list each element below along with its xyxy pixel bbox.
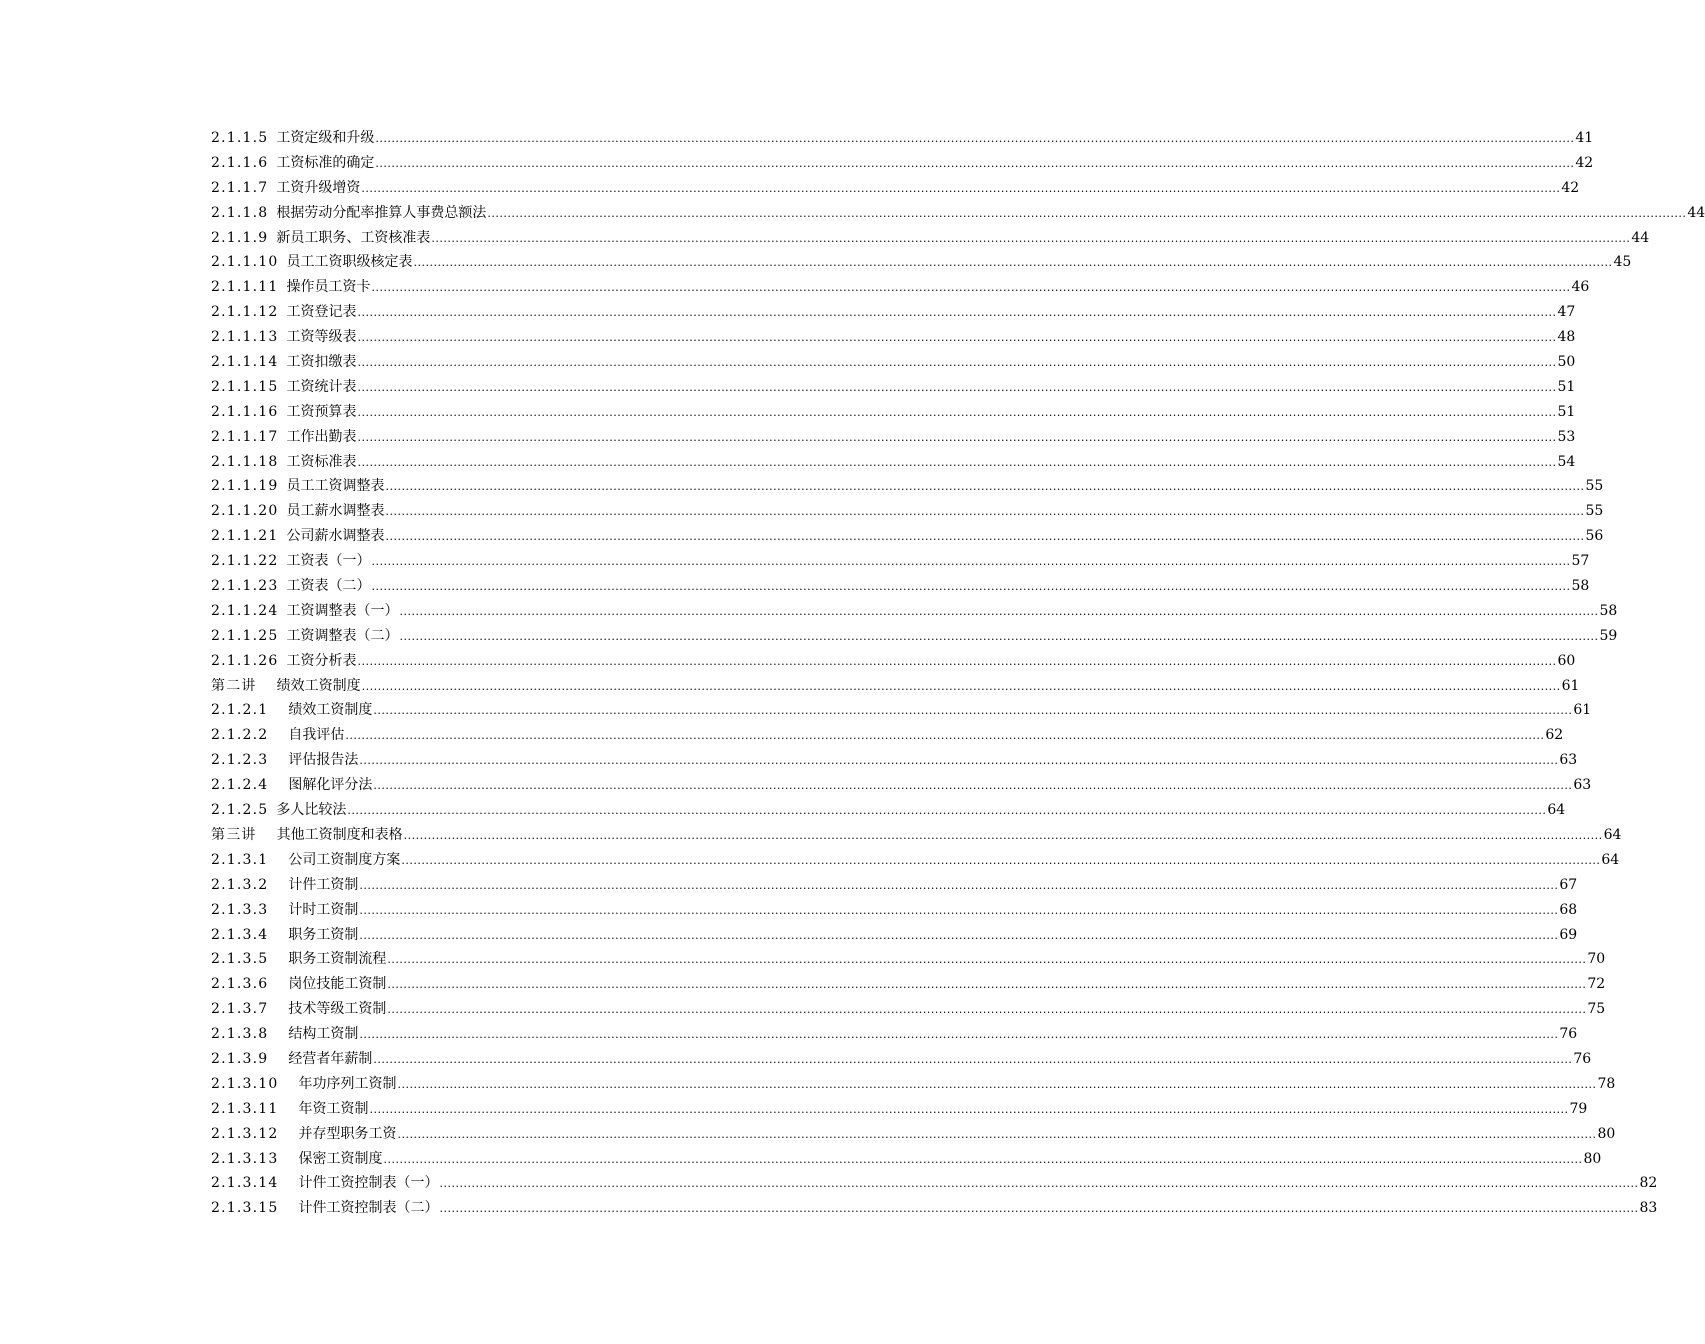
toc-leader-dots: ............................................................................................................................................................................................................................................................................................................ [359, 903, 1559, 917]
toc-entry-number: 2.1.3.6 [211, 976, 269, 993]
toc-entry-title: 评估报告法 [288, 752, 359, 769]
toc-entry-page: 56 [1585, 528, 1604, 545]
toc-entry[interactable] [211, 674, 1580, 699]
toc-leader-dots: ............................................................................................................................................................................................................................................................................................................ [387, 1003, 1587, 1017]
toc-leader-dots: ............................................................................................................................................................................................................................................................................................................ [373, 779, 1573, 793]
toc-entry-number: 2.1.1.24 [211, 602, 279, 619]
toc-entry[interactable] [211, 151, 1594, 176]
table-of-contents [211, 126, 1705, 1221]
toc-entry-number: 2.1.3.12 [211, 1125, 279, 1142]
toc-entry-number: 第二讲 [211, 677, 257, 694]
toc-entry[interactable] [211, 574, 1590, 599]
toc-entry[interactable] [211, 1196, 1658, 1221]
toc-entry-number: 2.1.3.4 [211, 926, 269, 943]
toc-entry-title: 员工工资职级核定表 [286, 254, 413, 271]
toc-entry-title: 工资登记表 [286, 304, 357, 321]
toc-entry-number: 2.1.3.13 [211, 1150, 279, 1167]
toc-entry-number: 2.1.1.22 [211, 553, 279, 570]
toc-entry-page: 69 [1559, 926, 1578, 943]
toc-entry-page: 42 [1561, 179, 1580, 196]
toc-leader-dots: ............................................................................................................................................................................................................................................................................................................ [359, 1028, 1559, 1042]
toc-entry[interactable] [211, 400, 1576, 425]
toc-entry-title: 公司薪水调整表 [286, 528, 385, 545]
toc-entry-page: 63 [1573, 777, 1592, 794]
toc-leader-dots: ............................................................................................................................................................................................................................................................................................................ [439, 1177, 1639, 1191]
toc-entry-number: 2.1.3.7 [211, 1001, 269, 1018]
toc-entry-title: 工作出勤表 [286, 428, 357, 445]
toc-leader-dots: ............................................................................................................................................................................................................................................................................................................ [375, 156, 1575, 170]
toc-entry[interactable] [211, 474, 1604, 499]
toc-entry-page: 51 [1557, 378, 1576, 395]
toc-entry-title: 工资调整表（二） [286, 627, 399, 644]
toc-entry-title: 技术等级工资制 [288, 1001, 387, 1018]
toc-leader-dots: ............................................................................................................................................................................................................................................................................................................ [373, 704, 1573, 718]
toc-entry[interactable] [211, 997, 1606, 1022]
toc-entry-number: 2.1.1.8 [211, 204, 269, 221]
toc-leader-dots: ............................................................................................................................................................................................................................................................................................................ [357, 380, 1557, 394]
toc-leader-dots: ............................................................................................................................................................................................................................................................................................................ [383, 1152, 1583, 1166]
toc-leader-dots: ............................................................................................................................................................................................................................................................................................................ [399, 629, 1599, 643]
toc-entry-number: 2.1.1.17 [211, 428, 279, 445]
toc-entry-number: 2.1.1.18 [211, 453, 279, 470]
toc-entry-number: 2.1.1.15 [211, 378, 279, 395]
toc-entry-number: 2.1.2.3 [211, 752, 269, 769]
toc-entry-page: 57 [1571, 553, 1590, 570]
toc-entry-title: 员工工资调整表 [286, 478, 385, 495]
toc-entry-number: 2.1.3.15 [211, 1200, 279, 1217]
toc-entry-page: 58 [1599, 602, 1618, 619]
toc-entry[interactable] [211, 425, 1576, 450]
toc-entry-page: 76 [1559, 1026, 1578, 1043]
toc-leader-dots: ............................................................................................................................................................................................................................................................................................................ [439, 1202, 1639, 1216]
toc-leader-dots: ............................................................................................................................................................................................................................................................................................................ [357, 654, 1557, 668]
toc-entry[interactable] [211, 250, 1632, 275]
toc-leader-dots: ............................................................................................................................................................................................................................................................................................................ [413, 256, 1613, 270]
toc-leader-dots: ............................................................................................................................................................................................................................................................................................................ [371, 555, 1571, 569]
toc-entry[interactable] [211, 1097, 1588, 1122]
toc-leader-dots: ............................................................................................................................................................................................................................................................................................................ [361, 679, 1561, 693]
toc-entry[interactable] [211, 599, 1618, 624]
toc-entry[interactable] [211, 524, 1604, 549]
toc-leader-dots: ............................................................................................................................................................................................................................................................................................................ [357, 455, 1557, 469]
toc-entry-page: 45 [1613, 254, 1632, 271]
toc-entry-page: 54 [1557, 453, 1576, 470]
toc-entry-page: 70 [1587, 951, 1606, 968]
toc-entry-number: 2.1.1.9 [211, 229, 269, 246]
toc-leader-dots: ............................................................................................................................................................................................................................................................................................................ [357, 306, 1557, 320]
toc-entry-page: 72 [1587, 976, 1606, 993]
toc-entry-number: 2.1.1.25 [211, 627, 279, 644]
toc-entry[interactable] [211, 176, 1580, 201]
toc-leader-dots: ............................................................................................................................................................................................................................................................................................................ [397, 1077, 1597, 1091]
toc-entry-number: 2.1.2.4 [211, 777, 269, 794]
toc-entry-number: 2.1.3.11 [211, 1100, 279, 1117]
toc-entry-number: 2.1.1.21 [211, 528, 279, 545]
toc-entry-page: 80 [1597, 1125, 1616, 1142]
toc-entry[interactable] [211, 499, 1604, 524]
toc-entry[interactable] [211, 848, 1620, 873]
toc-entry-number: 2.1.1.14 [211, 354, 279, 371]
toc-entry-title: 工资表（一） [286, 553, 371, 570]
toc-entry-title: 保密工资制度 [298, 1150, 383, 1167]
toc-entry-title: 工资定级和升级 [276, 130, 375, 146]
toc-entry[interactable] [211, 773, 1592, 798]
toc-entry-title: 并存型职务工资 [298, 1125, 397, 1142]
toc-entry-page: 82 [1639, 1175, 1658, 1192]
toc-entry-page: 51 [1557, 403, 1576, 420]
toc-leader-dots: ............................................................................................................................................................................................................................................................................................................ [357, 331, 1557, 345]
toc-entry-title: 职务工资制流程 [288, 951, 387, 968]
toc-entry-title: 工资预算表 [286, 403, 357, 420]
toc-entry[interactable] [211, 1022, 1578, 1047]
toc-entry[interactable] [211, 450, 1576, 475]
toc-entry-title: 员工薪水调整表 [286, 503, 385, 520]
toc-entry-number: 2.1.1.10 [211, 254, 279, 271]
toc-entry[interactable] [211, 923, 1578, 948]
toc-entry-page: 62 [1545, 727, 1564, 744]
toc-entry[interactable] [211, 300, 1576, 325]
toc-entry[interactable] [211, 972, 1606, 997]
toc-leader-dots: ............................................................................................................................................................................................................................................................................................................ [359, 928, 1559, 942]
toc-entry-title: 绩效工资制度 [288, 702, 373, 719]
toc-entry[interactable] [211, 723, 1564, 748]
toc-entry-title: 工资扣缴表 [286, 354, 357, 371]
toc-leader-dots: ............................................................................................................................................................................................................................................................................................................ [369, 1102, 1569, 1116]
toc-entry-page: 48 [1557, 329, 1576, 346]
toc-leader-dots: ............................................................................................................................................................................................................................................................................................................ [401, 853, 1601, 867]
toc-entry-title: 公司工资制度方案 [288, 851, 401, 868]
toc-entry-page: 83 [1639, 1200, 1658, 1217]
toc-entry-title: 计时工资制 [288, 901, 359, 918]
toc-entry-page: 47 [1557, 304, 1576, 321]
toc-entry-number: 2.1.3.3 [211, 901, 269, 918]
toc-entry-title: 根据劳动分配率推算人事费总额法 [276, 204, 487, 221]
toc-entry-page: 61 [1561, 677, 1580, 694]
toc-entry-page: 63 [1559, 752, 1578, 769]
toc-entry-page: 41 [1575, 130, 1594, 146]
toc-entry-page: 67 [1559, 876, 1578, 893]
toc-entry[interactable] [211, 226, 1650, 251]
toc-entry-page: 55 [1585, 503, 1604, 520]
toc-leader-dots: ............................................................................................................................................................................................................................................................................................................ [345, 729, 1545, 743]
toc-entry-title: 其他工资制度和表格 [276, 826, 403, 843]
toc-entry[interactable] [211, 126, 1594, 151]
toc-entry[interactable] [211, 1047, 1592, 1072]
toc-leader-dots: ............................................................................................................................................................................................................................................................................................................ [357, 356, 1557, 370]
toc-entry-number: 2.1.3.9 [211, 1050, 269, 1067]
toc-entry[interactable] [211, 275, 1590, 300]
toc-entry-number: 2.1.1.19 [211, 478, 279, 495]
toc-entry-number: 第三讲 [211, 826, 257, 843]
toc-entry-page: 78 [1597, 1075, 1616, 1092]
toc-entry-number: 2.1.3.8 [211, 1026, 269, 1043]
toc-entry[interactable] [211, 1122, 1616, 1147]
toc-leader-dots: ............................................................................................................................................................................................................................................................................................................ [431, 231, 1631, 245]
toc-leader-dots: ............................................................................................................................................................................................................................................................................................................ [403, 828, 1603, 842]
toc-entry[interactable] [211, 624, 1618, 649]
toc-entry-title: 工资统计表 [286, 378, 357, 395]
toc-entry-title: 计件工资制 [288, 876, 359, 893]
toc-entry[interactable] [211, 375, 1576, 400]
toc-entry-page: 46 [1571, 279, 1590, 296]
toc-entry-page: 44 [1687, 204, 1705, 221]
toc-entry-page: 42 [1575, 154, 1594, 171]
toc-entry-page: 80 [1583, 1150, 1602, 1167]
toc-entry-title: 年功序列工资制 [298, 1075, 397, 1092]
toc-entry[interactable] [211, 748, 1578, 773]
toc-entry-title: 绩效工资制度 [276, 677, 361, 694]
toc-entry[interactable] [211, 698, 1592, 723]
toc-entry[interactable] [211, 350, 1576, 375]
toc-entry-page: 61 [1573, 702, 1592, 719]
toc-entry-title: 工资标准表 [286, 453, 357, 470]
toc-leader-dots: ............................................................................................................................................................................................................................................................................................................ [487, 206, 1687, 220]
toc-entry-title: 年资工资制 [298, 1100, 369, 1117]
toc-entry-page: 60 [1557, 652, 1576, 669]
toc-leader-dots: ............................................................................................................................................................................................................................................................................................................ [375, 132, 1575, 145]
toc-entry[interactable] [211, 798, 1566, 823]
toc-leader-dots: ............................................................................................................................................................................................................................................................................................................ [385, 480, 1585, 494]
toc-entry[interactable] [211, 947, 1606, 972]
toc-leader-dots: ............................................................................................................................................................................................................................................................................................................ [371, 281, 1571, 295]
toc-entry-page: 64 [1547, 802, 1566, 819]
toc-entry-page: 58 [1571, 578, 1590, 595]
toc-entry-number: 2.1.3.2 [211, 876, 269, 893]
toc-entry-title: 工资调整表（一） [286, 602, 399, 619]
toc-leader-dots: ............................................................................................................................................................................................................................................................................................................ [361, 181, 1561, 195]
toc-leader-dots: ............................................................................................................................................................................................................................................................................................................ [399, 604, 1599, 618]
toc-leader-dots: ............................................................................................................................................................................................................................................................................................................ [371, 580, 1571, 594]
toc-entry-title: 工资等级表 [286, 329, 357, 346]
toc-entry-title: 工资分析表 [286, 652, 357, 669]
toc-entry-number: 2.1.1.23 [211, 578, 279, 595]
toc-entry-page: 64 [1601, 851, 1620, 868]
toc-entry-page: 44 [1631, 229, 1650, 246]
toc-entry[interactable] [211, 1072, 1616, 1097]
toc-entry-number: 2.1.1.16 [211, 403, 279, 420]
toc-entry-title: 经营者年薪制 [288, 1050, 373, 1067]
toc-leader-dots: ............................................................................................................................................................................................................................................................................................................ [385, 505, 1585, 519]
toc-leader-dots: ............................................................................................................................................................................................................................................................................................................ [357, 405, 1557, 419]
toc-entry-number: 2.1.1.13 [211, 329, 279, 346]
toc-entry-number: 2.1.3.14 [211, 1175, 279, 1192]
toc-entry[interactable] [211, 325, 1576, 350]
toc-entry-number: 2.1.1.11 [211, 279, 279, 296]
toc-entry[interactable] [211, 549, 1590, 574]
toc-entry-title: 自我评估 [288, 727, 345, 744]
toc-entry-title: 计件工资控制表（二） [298, 1200, 439, 1217]
toc-entry-page: 55 [1585, 478, 1604, 495]
toc-entry-number: 2.1.3.5 [211, 951, 269, 968]
toc-entry-number: 2.1.1.7 [211, 179, 269, 196]
toc-leader-dots: ............................................................................................................................................................................................................................................................................................................ [359, 754, 1559, 768]
toc-entry-number: 2.1.1.26 [211, 652, 279, 669]
toc-entry[interactable] [211, 1147, 1602, 1172]
toc-entry-title: 操作员工资卡 [286, 279, 371, 296]
toc-leader-dots: ............................................................................................................................................................................................................................................................................................................ [359, 878, 1559, 892]
toc-entry-number: 2.1.1.6 [211, 154, 269, 171]
toc-leader-dots: ............................................................................................................................................................................................................................................................................................................ [357, 430, 1557, 444]
toc-entry-title: 新员工职务、工资核准表 [276, 229, 431, 246]
toc-entry-number: 2.1.2.2 [211, 727, 269, 744]
toc-leader-dots: ............................................................................................................................................................................................................................................................................................................ [387, 953, 1587, 967]
toc-entry-title: 工资标准的确定 [276, 154, 375, 171]
toc-entry-page: 50 [1557, 354, 1576, 371]
toc-entry-number: 2.1.1.12 [211, 304, 279, 321]
toc-entry[interactable] [211, 823, 1622, 848]
toc-entry-page: 53 [1557, 428, 1576, 445]
toc-entry-page: 79 [1569, 1100, 1588, 1117]
toc-entry-page: 68 [1559, 901, 1578, 918]
toc-entry-title: 工资表（二） [286, 578, 371, 595]
toc-entry-title: 图解化评分法 [288, 777, 373, 794]
toc-entry-number: 2.1.3.1 [211, 851, 269, 868]
toc-entry[interactable] [211, 898, 1578, 923]
toc-entry-number: 2.1.1.20 [211, 503, 279, 520]
toc-entry-number: 2.1.3.10 [211, 1075, 279, 1092]
toc-entry-title: 多人比较法 [276, 802, 347, 819]
toc-leader-dots: ............................................................................................................................................................................................................................................................................................................ [373, 1052, 1573, 1066]
toc-entry-number: 2.1.2.5 [211, 802, 269, 819]
toc-leader-dots: ............................................................................................................................................................................................................................................................................................................ [385, 530, 1585, 544]
toc-entry[interactable] [211, 873, 1578, 898]
toc-leader-dots: ............................................................................................................................................................................................................................................................................................................ [387, 978, 1587, 992]
toc-entry-title: 职务工资制 [288, 926, 359, 943]
toc-entry-title: 结构工资制 [288, 1026, 359, 1043]
toc-leader-dots: ............................................................................................................................................................................................................................................................................................................ [347, 804, 1547, 818]
toc-entry-page: 75 [1587, 1001, 1606, 1018]
toc-entry-title: 岗位技能工资制 [288, 976, 387, 993]
toc-leader-dots: ............................................................................................................................................................................................................................................................................................................ [397, 1127, 1597, 1141]
toc-entry-number: 2.1.1.5 [211, 130, 269, 146]
toc-entry[interactable] [211, 649, 1576, 674]
toc-entry[interactable] [211, 201, 1705, 226]
toc-entry-number: 2.1.2.1 [211, 702, 269, 719]
toc-entry-page: 76 [1573, 1050, 1592, 1067]
toc-entry-page: 59 [1599, 627, 1618, 644]
toc-entry-title: 计件工资控制表（一） [298, 1175, 439, 1192]
toc-entry-title: 工资升级增资 [276, 179, 361, 196]
toc-entry-page: 64 [1603, 826, 1622, 843]
toc-entry[interactable] [211, 1171, 1658, 1196]
